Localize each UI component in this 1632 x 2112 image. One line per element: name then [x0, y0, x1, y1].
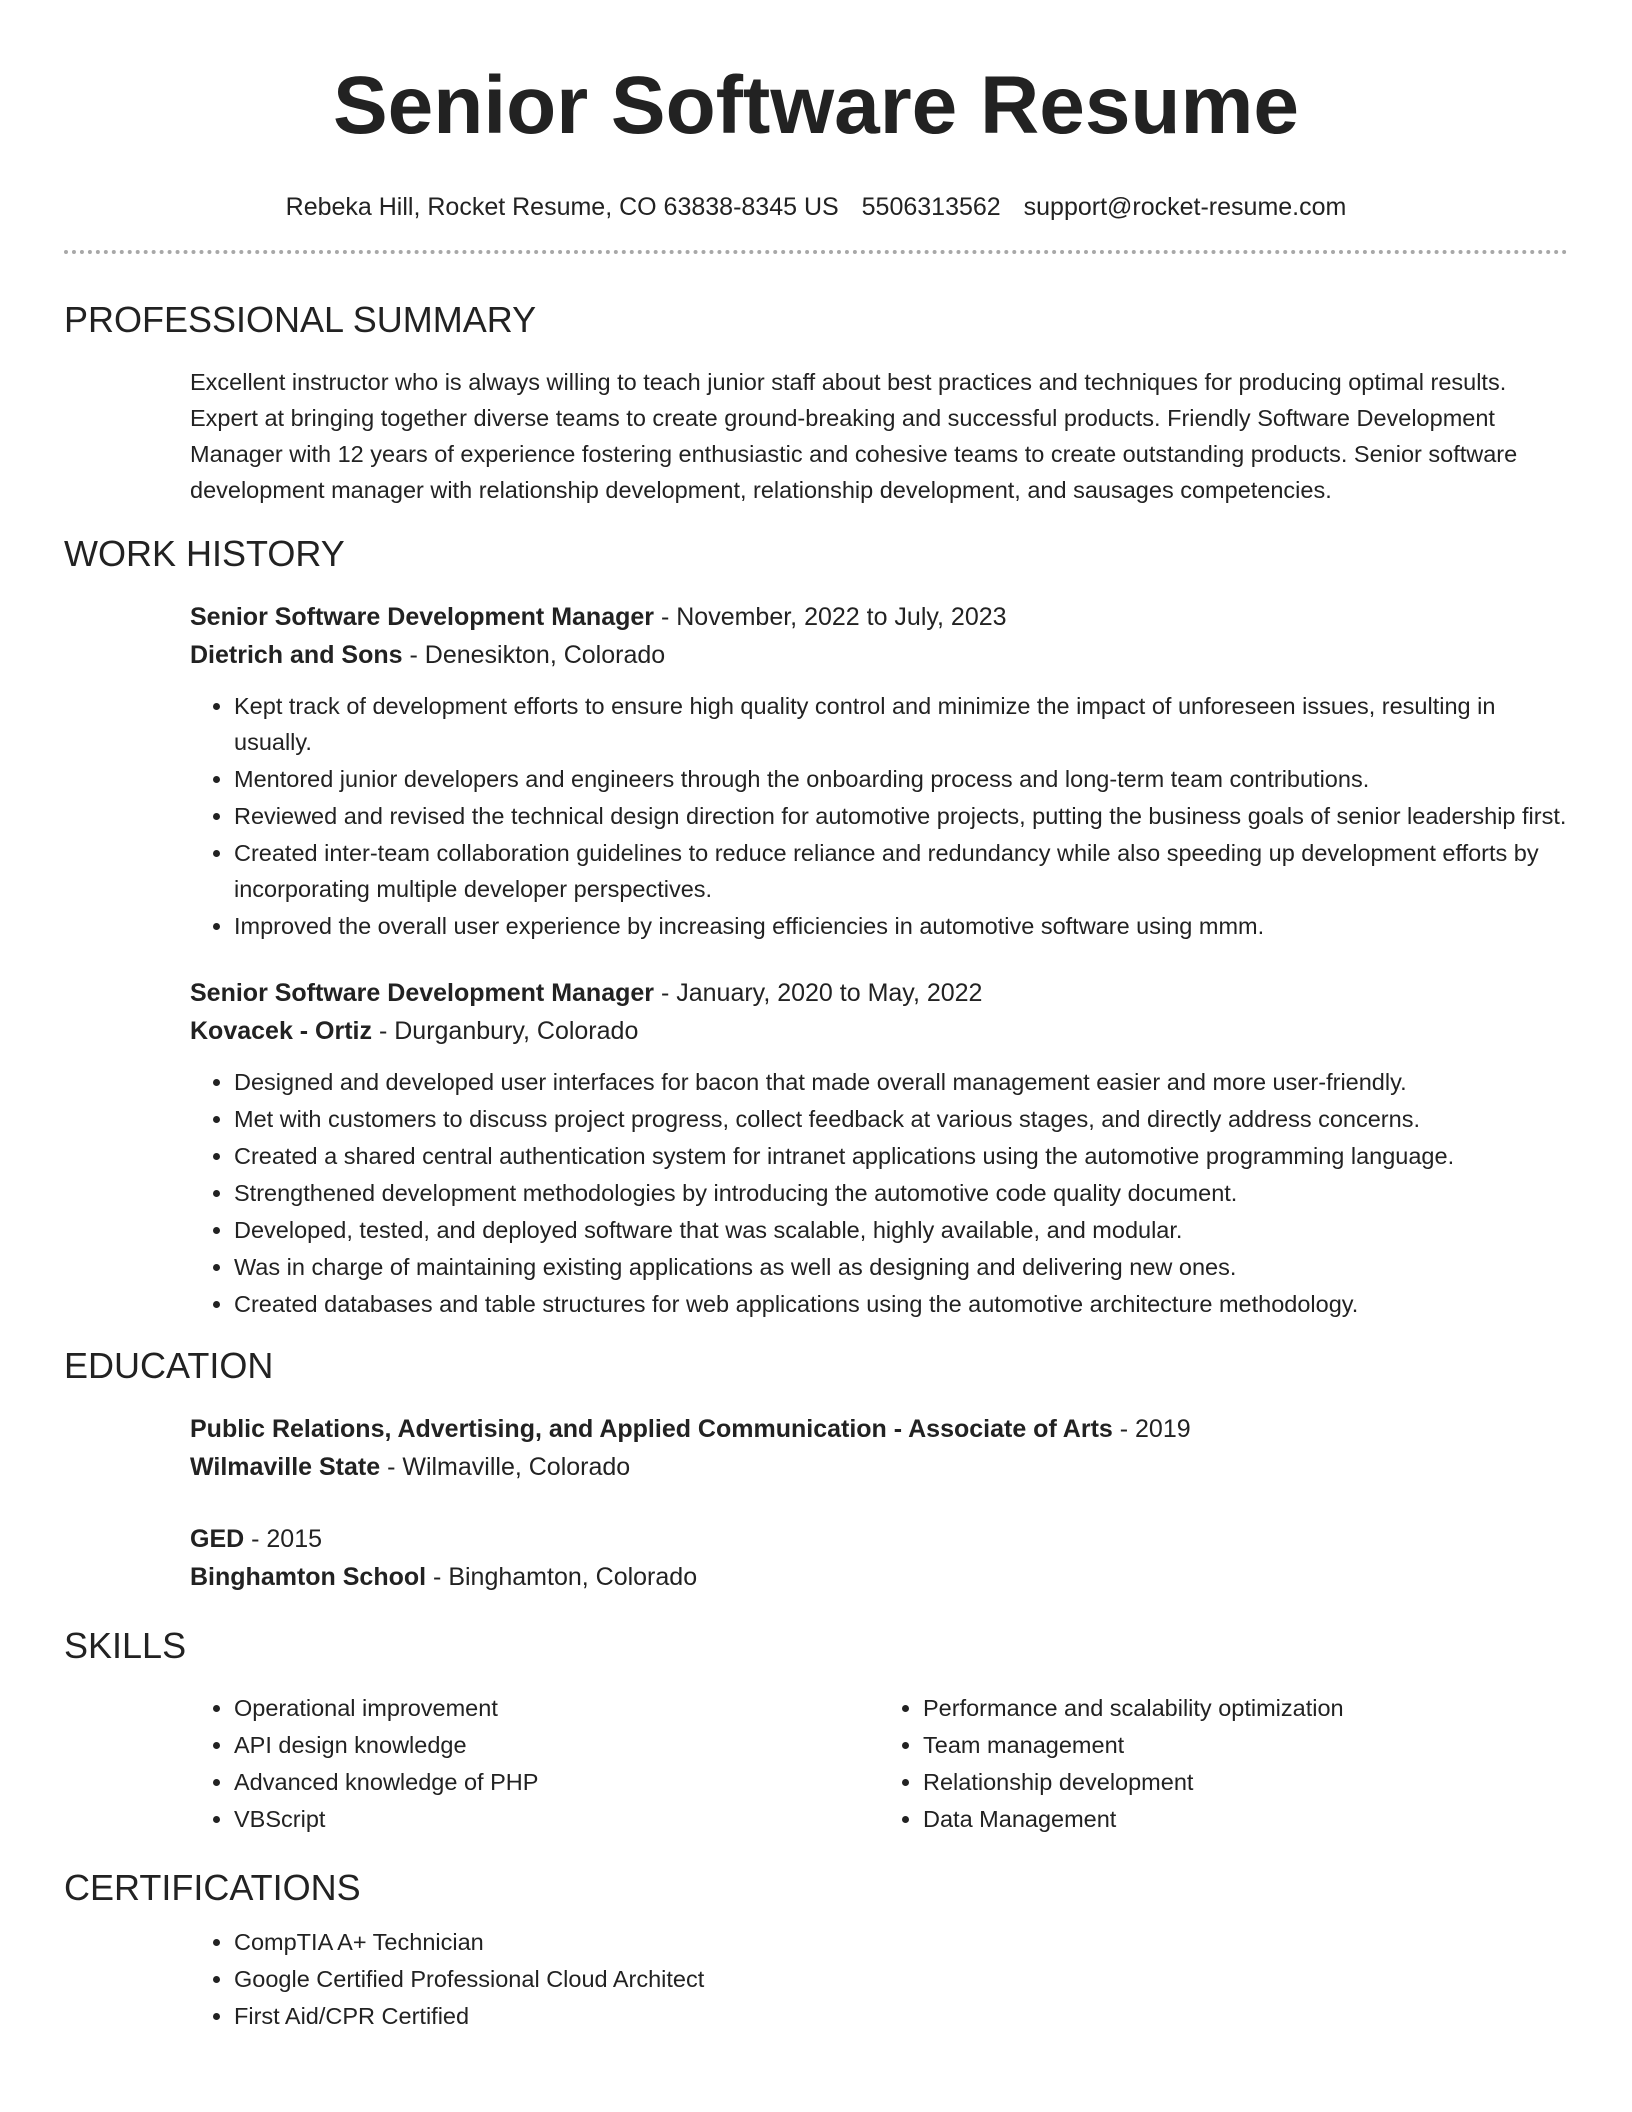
- contact-email: support@rocket-resume.com: [1023, 193, 1347, 221]
- job-title: Senior Software Development Manager: [190, 603, 655, 631]
- certification-item: • Google Certified Professional Cloud Architect: [234, 1961, 1568, 1997]
- job-title: Senior Software Development Manager: [190, 979, 655, 1007]
- job-company: Kovacek - Ortiz: [190, 1017, 373, 1045]
- section-title-skills: SKILLS: [64, 1625, 187, 1666]
- skill-item: • API design knowledge: [234, 1727, 879, 1763]
- job-bullet: • Improved the overall user experience by increasing efficiencies in automotive software using mmm.: [234, 908, 1568, 944]
- contact-address: Rebeka Hill, Rocket Resume, CO 63838-8345 US: [285, 193, 839, 221]
- certification-item: • CompTIA A+ Technician: [234, 1924, 1568, 1960]
- education-location: - Binghamton, Colorado: [426, 1563, 698, 1591]
- skills-list-right: [879, 1690, 1568, 1838]
- job-bullet: • Created inter-team collaboration guidelines to reduce reliance and redundancy while also speeding up development efforts by incorporating multiple developer perspectives.: [234, 835, 1568, 907]
- job-location: - Durganbury, Colorado: [372, 1017, 639, 1045]
- job-entry: [190, 598, 1568, 944]
- job-bullet: • Strengthened development methodologies by introducing the automotive code quality document.: [234, 1175, 1568, 1211]
- skill-item: • Advanced knowledge of PHP: [234, 1764, 879, 1800]
- job-bullet: • Created a shared central authentication system for intranet applications using the automotive programming language.: [234, 1138, 1568, 1174]
- skills-grid: [190, 1690, 1568, 1838]
- education-degree-line: [190, 1520, 1568, 1558]
- job-bullets: [190, 688, 1568, 944]
- job-bullet: • Created databases and table structures for web applications using the automotive architecture methodology.: [234, 1286, 1568, 1322]
- job-bullet: • Kept track of development efforts to ensure high quality control and minimize the impact of unforeseen issues, resulting in usually.: [234, 688, 1568, 760]
- education-degree-line: [190, 1410, 1568, 1448]
- job-location: - Denesikton, Colorado: [402, 641, 666, 669]
- resume-page: [64, 0, 1568, 2035]
- section-title-education: EDUCATION: [64, 1345, 274, 1386]
- education-degree: GED: [190, 1525, 245, 1553]
- job-company-line: [190, 636, 1568, 674]
- education-year: - 2019: [1112, 1415, 1191, 1443]
- education-entry: [190, 1520, 1568, 1596]
- job-title-line: [190, 974, 1568, 1012]
- summary-text: Excellent instructor who is always willing to teach junior staff about best practices and techniques for producing optimal results. Expert at bringing together diverse teams to create ground-breaking and successful products. Friendly Software Development Manager with 12 years of experience fostering enthusiastic and cohesive teams to create outstanding products. Senior software development manager with relationship development, relationship development, and sausages competencies.: [190, 369, 1518, 503]
- job-entry: [190, 974, 1568, 1322]
- skill-item: • VBScript: [234, 1801, 879, 1837]
- certifications-list: [190, 1924, 1568, 2034]
- section-title-work-history: WORK HISTORY: [64, 533, 345, 574]
- job-dates: - November, 2022 to July, 2023: [654, 603, 1007, 631]
- job-title-line: [190, 598, 1568, 636]
- skill-item: • Relationship development: [923, 1764, 1568, 1800]
- skill-item: • Operational improvement: [234, 1690, 879, 1726]
- job-bullets: [190, 1064, 1568, 1322]
- job-bullet: • Designed and developed user interfaces for bacon that made overall management easier and more user-friendly.: [234, 1064, 1568, 1100]
- skill-item: • Team management: [923, 1727, 1568, 1763]
- certification-item: • First Aid/CPR Certified: [234, 1998, 1568, 2034]
- education-school: Wilmaville State: [190, 1453, 381, 1481]
- skill-item: • Data Management: [923, 1801, 1568, 1837]
- education-school: Binghamton School: [190, 1563, 427, 1591]
- contact-line: [64, 192, 1568, 222]
- section-title-summary: PROFESSIONAL SUMMARY: [64, 299, 537, 340]
- education-entry: [190, 1410, 1568, 1486]
- job-bullet: • Mentored junior developers and engineers through the onboarding process and long-term team contributions.: [234, 761, 1568, 797]
- job-bullet: • Reviewed and revised the technical design direction for automotive projects, putting the business goals of senior leadership first.: [234, 798, 1568, 834]
- skills-list-left: [190, 1690, 879, 1838]
- education-school-line: [190, 1448, 1568, 1486]
- page-title: Senior Software Resume: [332, 60, 1300, 151]
- contact-phone: 5506313562: [861, 193, 1001, 221]
- job-dates: - January, 2020 to May, 2022: [654, 979, 983, 1007]
- skill-item: • Performance and scalability optimization: [923, 1690, 1568, 1726]
- education-year: - 2015: [244, 1525, 323, 1553]
- section-title-certifications: CERTIFICATIONS: [64, 1867, 361, 1908]
- job-bullet: • Met with customers to discuss project progress, collect feedback at various stages, and directly address concerns.: [234, 1101, 1568, 1137]
- job-company-line: [190, 1012, 1568, 1050]
- job-company: Dietrich and Sons: [190, 641, 403, 669]
- header-divider: [64, 250, 1568, 254]
- education-location: - Wilmaville, Colorado: [380, 1453, 631, 1481]
- education-school-line: [190, 1558, 1568, 1596]
- certifications-block: [190, 1924, 1568, 2034]
- job-bullet: • Was in charge of maintaining existing applications as well as designing and delivering new ones.: [234, 1249, 1568, 1285]
- job-bullet: • Developed, tested, and deployed software that was scalable, highly available, and modular.: [234, 1212, 1568, 1248]
- education-degree: Public Relations, Advertising, and Applied Communication - Associate of Arts: [190, 1415, 1113, 1443]
